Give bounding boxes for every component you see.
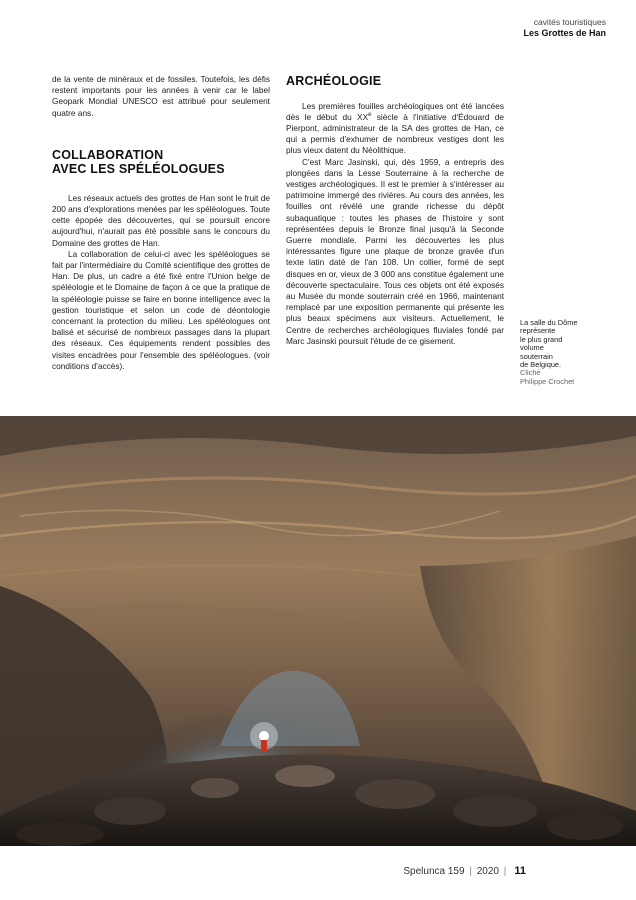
boulder: [94, 797, 166, 825]
caver-figure: [261, 740, 267, 752]
caption-line: de Belgique.: [520, 360, 562, 370]
boulder: [355, 779, 435, 809]
century-superscript: e: [368, 111, 372, 118]
issue-year: 2020: [476, 866, 499, 877]
footer-separator: |: [500, 866, 507, 877]
photo-credit-name: Philippe Crochet: [520, 376, 575, 386]
page-footer: [403, 865, 526, 877]
collaboration-paragraph-1: Les réseaux actuels des grottes de Han sont le fruit de 200 ans d'explorations menées par les spéléologues. Toute cette épopée des découvertes, qui se poursuit encore aujourd'hui, n'aurait pas été possible sans le concours du Domaine des grottes de Han.: [52, 192, 270, 248]
archeologie-paragraph-2: C'est Marc Jasinski, qui, dès 1959, a entrepris des plongées dans la Lesse Souterraine à la recherche de vestiges archéologiques. Il est le premier à s'intéresser au patrimoine immergé des rivières. Au cours des années, les fouilles ont révélé une grande richesse du dépôt subaquatique : toutes les phases de l'histoire y sont représentées depuis le Bronze final jusqu'à la Seconde Guerre mondiale. Parmi les découvertes les plus intéressantes figure une plaque de bronze gravée d'un texte latin daté de l'an 108. Un collier, formé de sept disques en or, vieux de 3 000 ans constitue également une découverte spectaculaire. Tous ces objets ont été exposés au Musée du monde souterrain créé en 1966, maintenant remplacé par une exposition permanente qui présente les plus beaux spécimens aux visiteurs. Actuellement, le Centre de recherches archéologiques fluviales fondé par Marc Jasinski poursuit l'étude de ce gisement.: [286, 156, 504, 346]
collaboration-paragraph-2: La collaboration de celui-ci avec les spéléologues se fait par l'intermédiaire du Comité scientifique des grottes de Han. De plus, un cadre a été fixé entre l'Union belge de spéléologie et le Domaine de façon à ce que la pratique de la spéléologie puisse se faire en bonne intelligence avec la gestion touristique et selon un code de déontologie concernant la protection du milieu. Les spéléologues ont balisé et sécurisé de nombreux passages dans la plupart des réseaux. Ces équipements rendent possibles des visites encadrées pour l'ensemble des spéléologues. (voir conditions d'accès).: [52, 248, 270, 371]
left-column: [52, 74, 270, 372]
caption-line: La salle du Dôme: [520, 318, 578, 327]
caption-line: le plus grand: [520, 334, 563, 344]
p1-text-start: Les premières fouilles archéologiques ont été lancées dès le début du XX: [286, 100, 504, 122]
caption-line: représente: [520, 326, 556, 336]
cave-photograph: [0, 416, 636, 846]
photo-caption: [520, 319, 612, 386]
footer-separator: |: [466, 866, 475, 877]
caption-line: volume: [520, 343, 544, 353]
boulder: [453, 795, 537, 827]
boulder: [191, 778, 239, 798]
section-heading-collaboration: [52, 148, 270, 177]
left-intro-paragraph: de la vente de minéraux et de fossiles. Toutefois, les défis restent importants pour les années à venir car le label Geopark Mondial UNESCO est attribué pour seulement quatre ans.: [52, 74, 270, 118]
photo-credit-label: Cliché: [520, 368, 541, 378]
boulder: [275, 765, 335, 787]
caption-line: souterrain: [520, 351, 553, 361]
section-heading-archeologie: ARCHÉOLOGIE: [286, 74, 382, 88]
header-title: Les Grottes de Han: [523, 28, 606, 38]
heading-line-2: AVEC LES SPÉLÉOLOGUES: [52, 162, 225, 177]
running-header: [523, 17, 606, 39]
magazine-name: Spelunca 159: [403, 866, 465, 877]
archeologie-paragraph-1: [286, 101, 504, 157]
cave-illustration: [0, 416, 636, 846]
page-number: 11: [514, 865, 526, 877]
right-column: [286, 74, 504, 347]
boulder: [16, 822, 104, 846]
header-category: cavités touristiques: [533, 17, 606, 27]
p1-text-end: siècle à l'initiative d'Édouard de Pierpont, administrateur de la SA des grottes de Han, ce qui a permis d'exhumer de nombreux vestiges dont les plus vieux datent du Néolithique.: [286, 111, 504, 156]
boulder: [547, 812, 623, 840]
heading-line-1: COLLABORATION: [52, 147, 164, 162]
